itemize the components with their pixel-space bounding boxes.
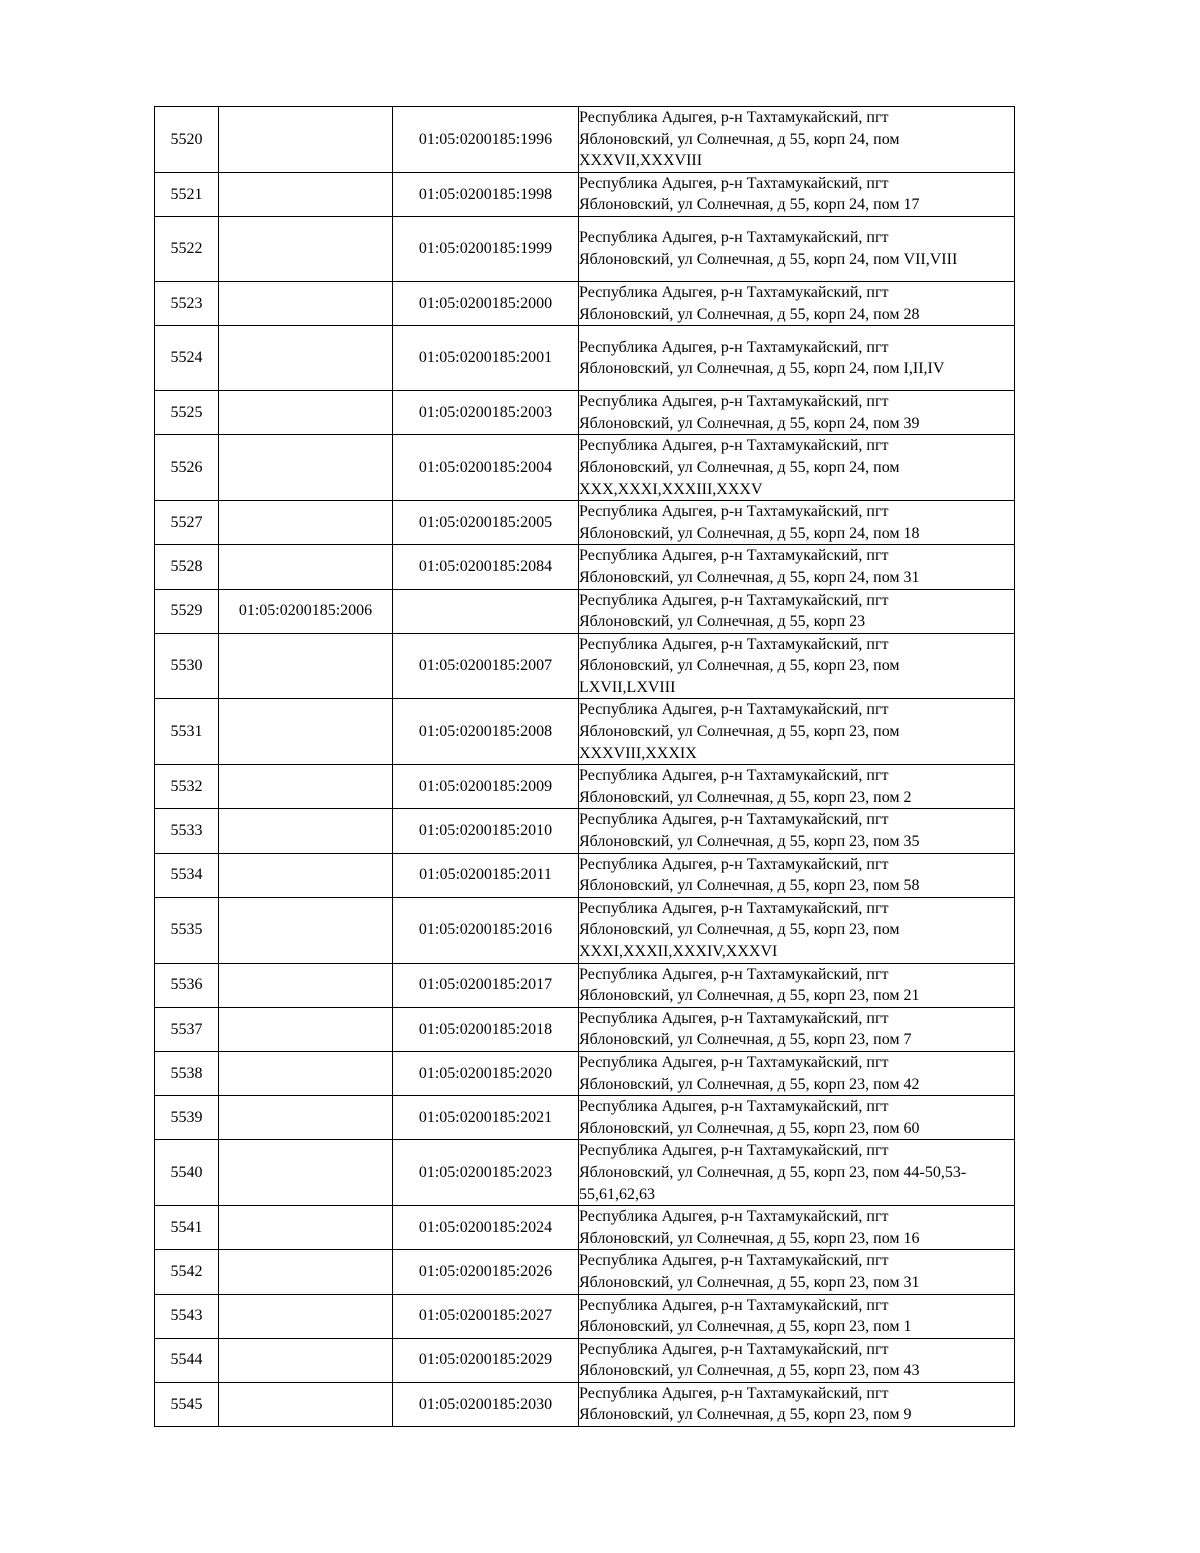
row-number-cell: 5523 (155, 281, 219, 325)
parent-cadastral-cell (219, 1294, 393, 1338)
address-line: Яблоновский, ул Солнечная, д 55, корп 23, пом 16 (579, 1229, 920, 1247)
row-number-cell: 5538 (155, 1051, 219, 1095)
table-row (155, 1382, 1015, 1426)
address-line: Яблоновский, ул Солнечная, д 55, корп 23, пом (579, 723, 900, 741)
address-line: Республика Адыгея, р-н Тахтамукайский, пгт (579, 1340, 889, 1358)
parent-cadastral-cell (219, 699, 393, 765)
registry-table (154, 106, 1015, 1427)
address-line: Яблоновский, ул Солнечная, д 55, корп 24, пом 17 (579, 196, 920, 214)
address-line: Яблоновский, ул Солнечная, д 55, корп 23, пом 9 (579, 1406, 912, 1424)
address-cell (579, 545, 1015, 589)
address-line: Республика Адыгея, р-н Тахтамукайский, пгт (579, 174, 889, 192)
address-cell (579, 501, 1015, 545)
row-number-cell: 5521 (155, 172, 219, 216)
address-line: Республика Адыгея, р-н Тахтамукайский, пгт (579, 1384, 889, 1402)
cadastral-number-cell: 01:05:0200185:2027 (393, 1294, 579, 1338)
address-line: Республика Адыгея, р-н Тахтамукайский, пгт (579, 767, 889, 785)
cadastral-number-cell: 01:05:0200185:2000 (393, 281, 579, 325)
address-line: Республика Адыгея, р-н Тахтамукайский, пгт (579, 591, 889, 609)
address-cell (579, 809, 1015, 853)
registry-body (155, 107, 1015, 1427)
cadastral-number-cell: 01:05:0200185:2020 (393, 1051, 579, 1095)
table-row (155, 1051, 1015, 1095)
table-row (155, 1250, 1015, 1294)
row-number-cell: 5541 (155, 1206, 219, 1250)
cadastral-number-cell: 01:05:0200185:2007 (393, 633, 579, 699)
address-line: XXXVII,XXXVIII (579, 152, 703, 170)
parent-cadastral-cell (219, 1140, 393, 1206)
table-row (155, 281, 1015, 325)
cadastral-number-cell (393, 589, 579, 633)
cadastral-number-cell: 01:05:0200185:2008 (393, 699, 579, 765)
row-number-cell: 5530 (155, 633, 219, 699)
address-cell (579, 435, 1015, 501)
table-row (155, 897, 1015, 963)
address-line: Республика Адыгея, р-н Тахтамукайский, пгт (579, 965, 889, 983)
address-cell (579, 1007, 1015, 1051)
row-number-cell: 5543 (155, 1294, 219, 1338)
table-row (155, 435, 1015, 501)
row-number-cell: 5536 (155, 963, 219, 1007)
address-cell (579, 765, 1015, 809)
table-row (155, 326, 1015, 391)
address-cell (579, 1051, 1015, 1095)
address-line: Яблоновский, ул Солнечная, д 55, корп 23, пом 43 (579, 1362, 920, 1380)
table-row (155, 765, 1015, 809)
address-cell (579, 281, 1015, 325)
address-line: Республика Адыгея, р-н Тахтамукайский, пгт (579, 1208, 889, 1226)
table-row (155, 1140, 1015, 1206)
row-number-cell: 5525 (155, 391, 219, 435)
cadastral-number-cell: 01:05:0200185:2004 (393, 435, 579, 501)
parent-cadastral-cell (219, 853, 393, 897)
table-row (155, 963, 1015, 1007)
parent-cadastral-cell (219, 897, 393, 963)
table-row (155, 633, 1015, 699)
address-line: Республика Адыгея, р-н Тахтамукайский, пгт (579, 503, 889, 521)
table-row (155, 853, 1015, 897)
cadastral-number-cell: 01:05:0200185:2009 (393, 765, 579, 809)
address-line: Яблоновский, ул Солнечная, д 55, корп 24, пом 31 (579, 568, 920, 586)
address-line: Яблоновский, ул Солнечная, д 55, корп 24, пом 18 (579, 524, 920, 542)
row-number-cell: 5539 (155, 1096, 219, 1140)
address-line: Яблоновский, ул Солнечная, д 55, корп 23, пом 7 (579, 1031, 912, 1049)
address-line: Яблоновский, ул Солнечная, д 55, корп 23, пом (579, 921, 900, 939)
cadastral-number-cell: 01:05:0200185:2084 (393, 545, 579, 589)
address-cell (579, 897, 1015, 963)
table-row (155, 545, 1015, 589)
table-row (155, 1338, 1015, 1382)
parent-cadastral-cell (219, 391, 393, 435)
address-line: Яблоновский, ул Солнечная, д 55, корп 23, пом 58 (579, 877, 920, 895)
parent-cadastral-cell (219, 1382, 393, 1426)
cadastral-number-cell: 01:05:0200185:1999 (393, 216, 579, 281)
address-line: Республика Адыгея, р-н Тахтамукайский, пгт (579, 547, 889, 565)
parent-cadastral-cell (219, 326, 393, 391)
row-number-cell: 5544 (155, 1338, 219, 1382)
cadastral-number-cell: 01:05:0200185:2005 (393, 501, 579, 545)
address-line: Яблоновский, ул Солнечная, д 55, корп 24, пом 39 (579, 414, 920, 432)
address-cell (579, 963, 1015, 1007)
address-line: Республика Адыгея, р-н Тахтамукайский, пгт (579, 393, 889, 411)
address-line: Республика Адыгея, р-н Тахтамукайский, пгт (579, 229, 889, 247)
address-line: XXX,XXXI,XXXIII,XXXV (579, 480, 763, 498)
cadastral-number-cell: 01:05:0200185:2016 (393, 897, 579, 963)
address-line: Республика Адыгея, р-н Тахтамукайский, пгт (579, 437, 889, 455)
address-cell (579, 391, 1015, 435)
address-line: LXVII,LXVIII (579, 678, 676, 696)
address-line: Яблоновский, ул Солнечная, д 55, корп 23 (579, 613, 866, 631)
parent-cadastral-cell: 01:05:0200185:2006 (219, 589, 393, 633)
parent-cadastral-cell (219, 963, 393, 1007)
cadastral-number-cell: 01:05:0200185:2017 (393, 963, 579, 1007)
address-line: XXXVIII,XXXIX (579, 744, 697, 762)
table-row (155, 172, 1015, 216)
address-line: XXXI,XXXII,XXXIV,XXXVI (579, 943, 778, 960)
cadastral-number-cell: 01:05:0200185:2030 (393, 1382, 579, 1426)
address-line: Яблоновский, ул Солнечная, д 55, корп 23, пом 44-50,53- (579, 1163, 967, 1181)
address-line: Яблоновский, ул Солнечная, д 55, корп 24, пом (579, 458, 900, 476)
parent-cadastral-cell (219, 216, 393, 281)
row-number-cell: 5524 (155, 326, 219, 391)
cadastral-number-cell: 01:05:0200185:2010 (393, 809, 579, 853)
row-number-cell: 5531 (155, 699, 219, 765)
cadastral-number-cell: 01:05:0200185:1998 (393, 172, 579, 216)
address-line: 55,61,62,63 (579, 1185, 655, 1203)
address-line: Яблоновский, ул Солнечная, д 55, корп 24, пом VII,VIII (579, 250, 958, 268)
address-line: Республика Адыгея, р-н Тахтамукайский, пгт (579, 1142, 889, 1160)
table-row (155, 589, 1015, 633)
address-line: Республика Адыгея, р-н Тахтамукайский, пгт (579, 701, 889, 719)
row-number-cell: 5533 (155, 809, 219, 853)
address-cell (579, 1382, 1015, 1426)
address-line: Яблоновский, ул Солнечная, д 55, корп 24, пом 28 (579, 305, 920, 323)
row-number-cell: 5537 (155, 1007, 219, 1051)
table-row (155, 391, 1015, 435)
cadastral-number-cell: 01:05:0200185:2011 (393, 853, 579, 897)
address-line: Яблоновский, ул Солнечная, д 55, корп 23, пом 21 (579, 987, 920, 1005)
address-cell (579, 633, 1015, 699)
row-number-cell: 5522 (155, 216, 219, 281)
cadastral-number-cell: 01:05:0200185:2023 (393, 1140, 579, 1206)
address-line: Яблоновский, ул Солнечная, д 55, корп 23, пом 60 (579, 1119, 920, 1137)
row-number-cell: 5528 (155, 545, 219, 589)
address-line: Республика Адыгея, р-н Тахтамукайский, пгт (579, 1009, 889, 1027)
address-cell (579, 853, 1015, 897)
address-line: Яблоновский, ул Солнечная, д 55, корп 23, пом (579, 657, 900, 675)
address-cell (579, 1338, 1015, 1382)
cadastral-number-cell: 01:05:0200185:2018 (393, 1007, 579, 1051)
address-cell (579, 216, 1015, 281)
table-row (155, 107, 1015, 173)
table-row (155, 501, 1015, 545)
parent-cadastral-cell (219, 633, 393, 699)
address-line: Яблоновский, ул Солнечная, д 55, корп 24, пом I,II,IV (579, 360, 945, 378)
cadastral-number-cell: 01:05:0200185:2026 (393, 1250, 579, 1294)
cadastral-number-cell: 01:05:0200185:2021 (393, 1096, 579, 1140)
cadastral-number-cell: 01:05:0200185:2024 (393, 1206, 579, 1250)
parent-cadastral-cell (219, 107, 393, 173)
address-line: Республика Адыгея, р-н Тахтамукайский, пгт (579, 855, 889, 873)
address-line: Республика Адыгея, р-н Тахтамукайский, пгт (579, 811, 889, 829)
parent-cadastral-cell (219, 172, 393, 216)
address-line: Республика Адыгея, р-н Тахтамукайский, пгт (579, 338, 889, 356)
parent-cadastral-cell (219, 1007, 393, 1051)
parent-cadastral-cell (219, 765, 393, 809)
row-number-cell: 5520 (155, 107, 219, 173)
address-cell (579, 1294, 1015, 1338)
table-row (155, 809, 1015, 853)
address-line: Яблоновский, ул Солнечная, д 55, корп 23, пом 1 (579, 1318, 912, 1336)
address-line: Яблоновский, ул Солнечная, д 55, корп 24, пом (579, 130, 900, 148)
address-line: Яблоновский, ул Солнечная, д 55, корп 23, пом 31 (579, 1273, 920, 1291)
address-line: Яблоновский, ул Солнечная, д 55, корп 23, пом 2 (579, 788, 912, 806)
table-row (155, 1007, 1015, 1051)
address-line: Республика Адыгея, р-н Тахтамукайский, пгт (579, 1296, 889, 1314)
row-number-cell: 5542 (155, 1250, 219, 1294)
table-row (155, 1096, 1015, 1140)
address-cell (579, 589, 1015, 633)
parent-cadastral-cell (219, 281, 393, 325)
parent-cadastral-cell (219, 1051, 393, 1095)
address-line: Республика Адыгея, р-н Тахтамукайский, пгт (579, 635, 889, 653)
address-line: Яблоновский, ул Солнечная, д 55, корп 23, пом 35 (579, 833, 920, 851)
cadastral-number-cell: 01:05:0200185:1996 (393, 107, 579, 173)
table-row (155, 1206, 1015, 1250)
row-number-cell: 5545 (155, 1382, 219, 1426)
address-line: Республика Адыгея, р-н Тахтамукайский, пгт (579, 899, 889, 917)
address-cell (579, 1096, 1015, 1140)
cadastral-number-cell: 01:05:0200185:2001 (393, 326, 579, 391)
row-number-cell: 5529 (155, 589, 219, 633)
parent-cadastral-cell (219, 1206, 393, 1250)
row-number-cell: 5534 (155, 853, 219, 897)
address-cell (579, 699, 1015, 765)
parent-cadastral-cell (219, 545, 393, 589)
cadastral-number-cell: 01:05:0200185:2003 (393, 391, 579, 435)
address-line: Республика Адыгея, р-н Тахтамукайский, пгт (579, 1252, 889, 1270)
address-cell (579, 326, 1015, 391)
address-cell (579, 1206, 1015, 1250)
parent-cadastral-cell (219, 1338, 393, 1382)
table-row (155, 699, 1015, 765)
parent-cadastral-cell (219, 1250, 393, 1294)
table-row (155, 216, 1015, 281)
row-number-cell: 5540 (155, 1140, 219, 1206)
parent-cadastral-cell (219, 501, 393, 545)
address-line: Республика Адыгея, р-н Тахтамукайский, пгт (579, 1098, 889, 1116)
address-cell (579, 1140, 1015, 1206)
address-line: Республика Адыгея, р-н Тахтамукайский, пгт (579, 283, 889, 301)
parent-cadastral-cell (219, 809, 393, 853)
table-row (155, 1294, 1015, 1338)
address-cell (579, 172, 1015, 216)
address-cell (579, 107, 1015, 173)
row-number-cell: 5532 (155, 765, 219, 809)
address-cell (579, 1250, 1015, 1294)
parent-cadastral-cell (219, 1096, 393, 1140)
address-line: Республика Адыгея, р-н Тахтамукайский, пгт (579, 1053, 889, 1071)
parent-cadastral-cell (219, 435, 393, 501)
row-number-cell: 5526 (155, 435, 219, 501)
cadastral-number-cell: 01:05:0200185:2029 (393, 1338, 579, 1382)
address-line: Яблоновский, ул Солнечная, д 55, корп 23, пом 42 (579, 1075, 920, 1093)
address-line: Республика Адыгея, р-н Тахтамукайский, пгт (579, 109, 889, 126)
row-number-cell: 5535 (155, 897, 219, 963)
row-number-cell: 5527 (155, 501, 219, 545)
